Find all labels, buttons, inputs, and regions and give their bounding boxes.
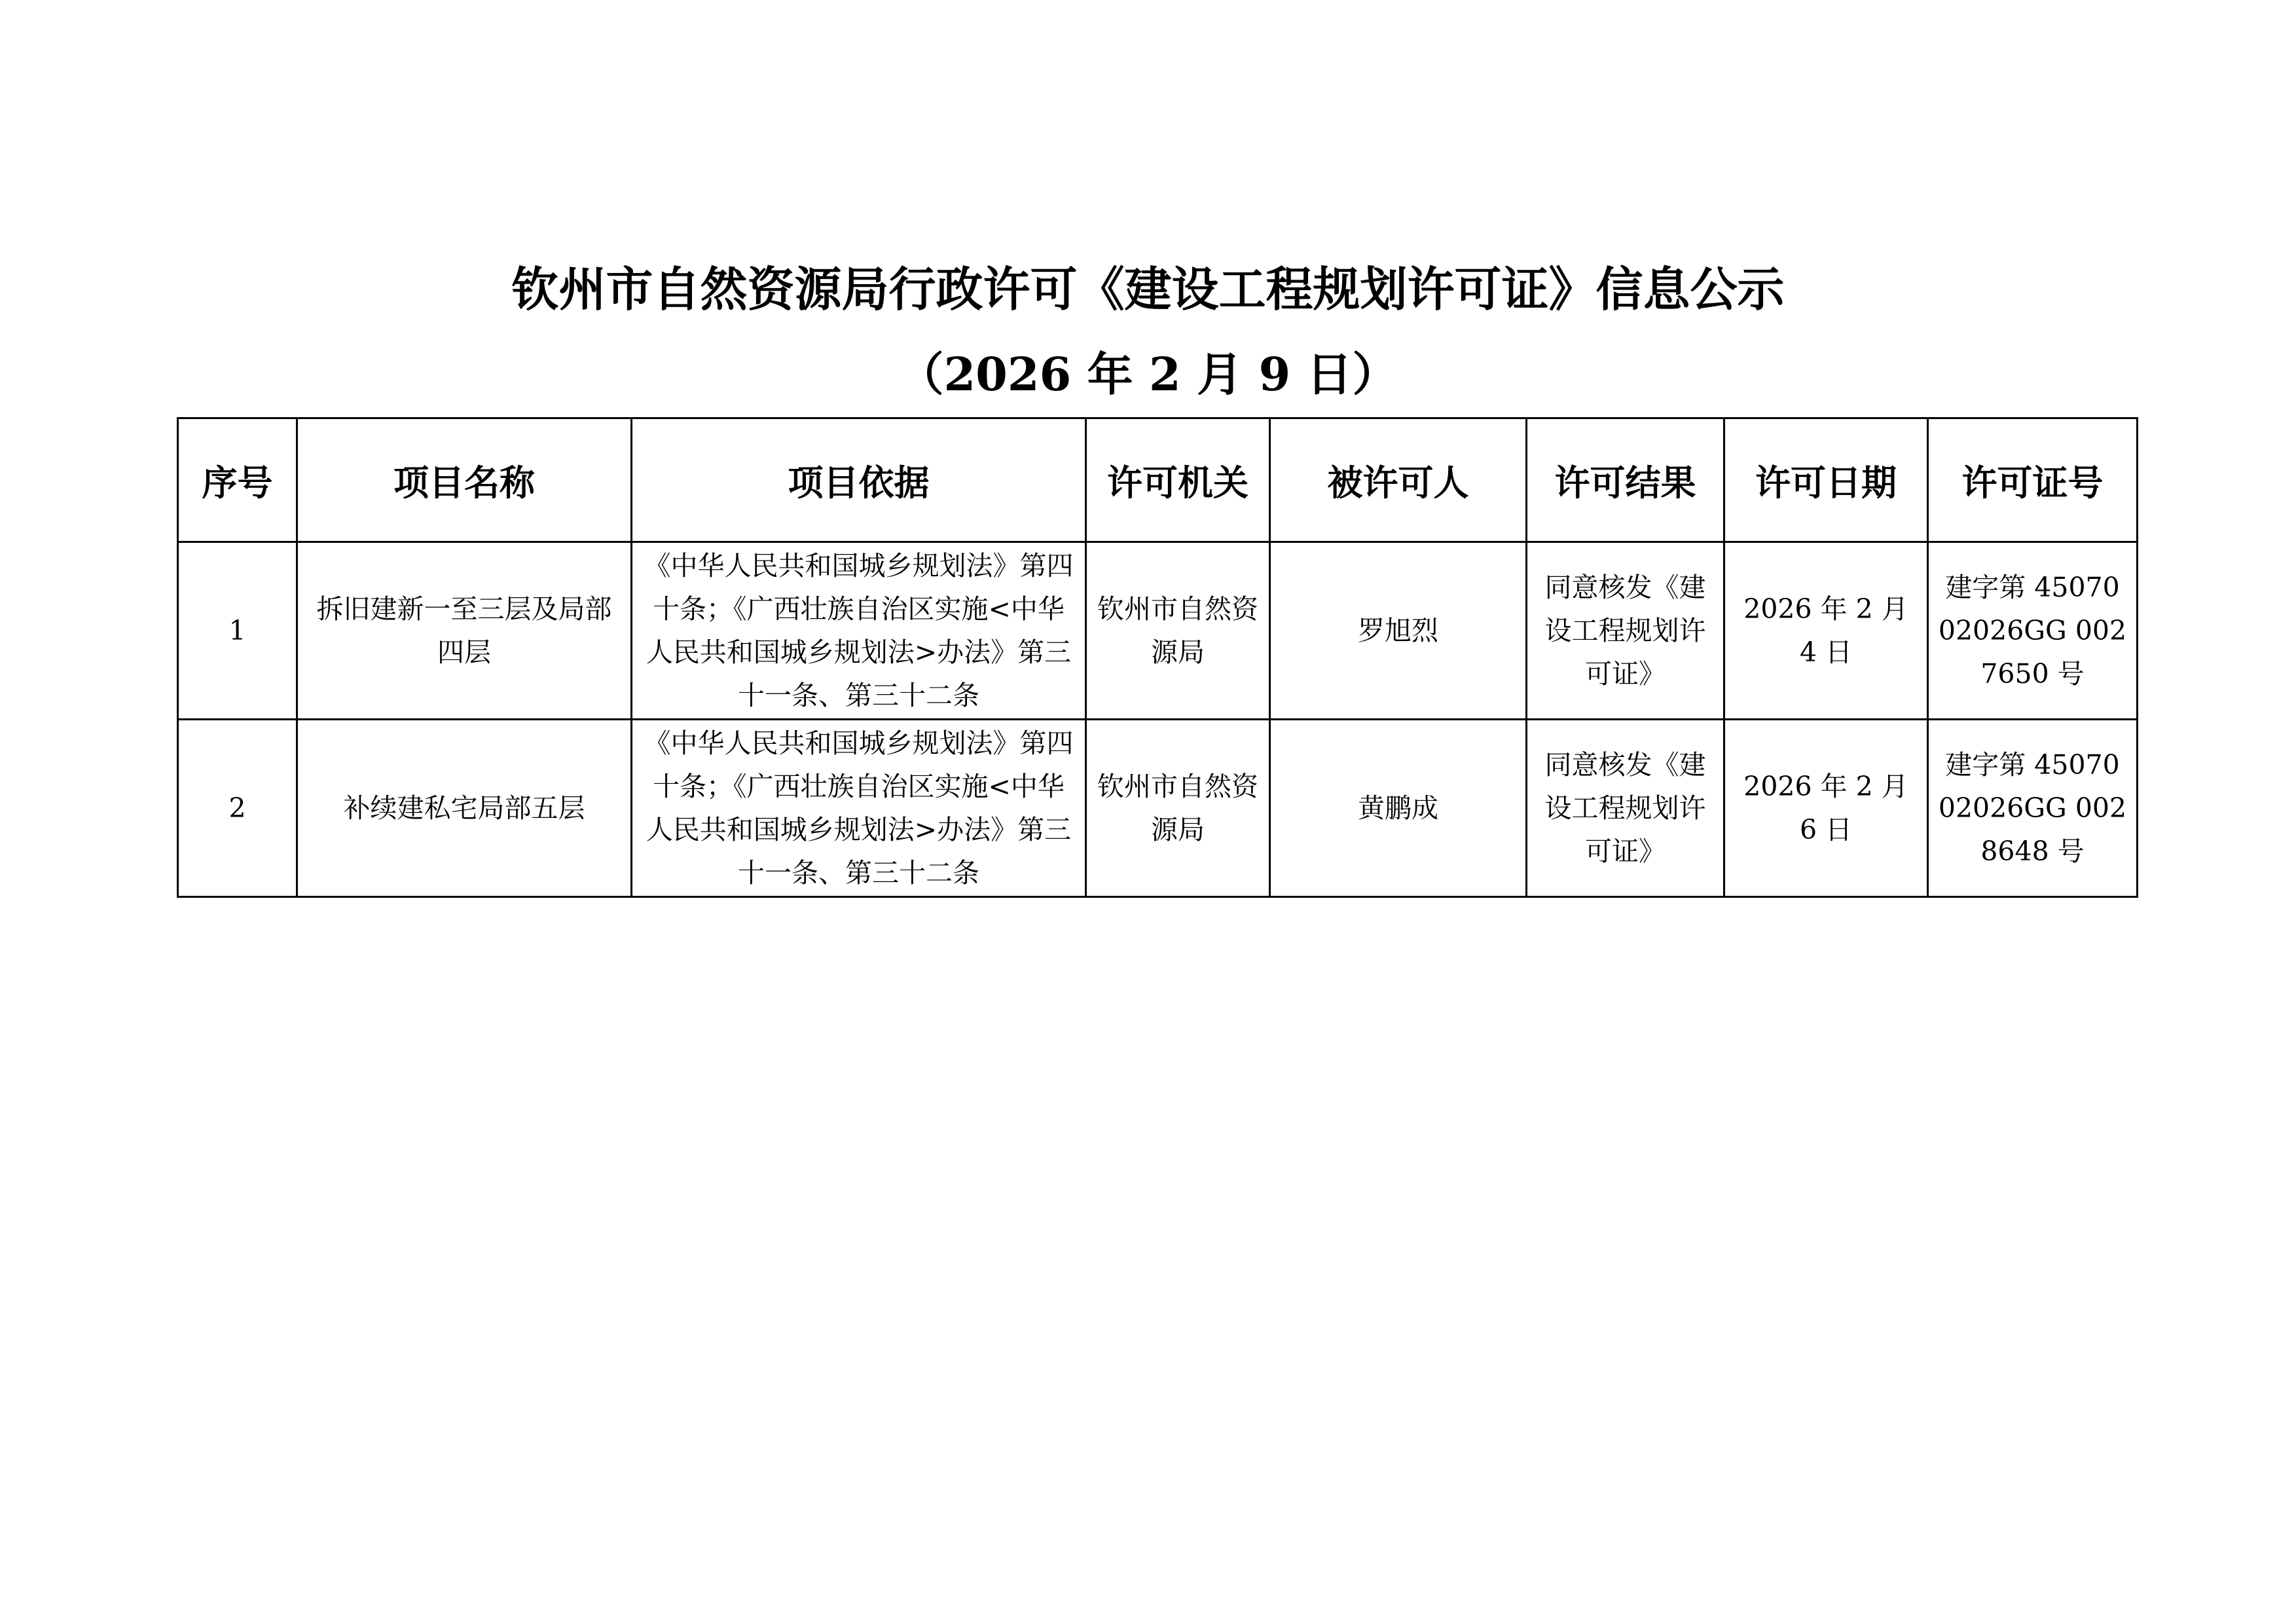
header-authority: 许可机关	[1086, 418, 1270, 542]
table-header-row	[178, 418, 2138, 542]
cell-authority: 钦州市自然资源局	[1086, 542, 1270, 720]
cell-date: 2026 年 2 月 4 日	[1724, 542, 1928, 720]
header-index: 序号	[178, 418, 297, 542]
table-row	[178, 720, 2138, 897]
cell-date: 2026 年 2 月 6 日	[1724, 720, 1928, 897]
cell-project-name: 拆旧建新一至三层及局部四层	[297, 542, 632, 720]
cell-result: 同意核发《建设工程规划许可证》	[1527, 542, 1724, 720]
document-title: 钦州市自然资源局行政许可《建设工程规划许可证》信息公示	[511, 262, 1785, 317]
header-date: 许可日期	[1724, 418, 1928, 542]
cell-licensee: 黄鹏成	[1270, 720, 1527, 897]
cell-authority: 钦州市自然资源局	[1086, 720, 1270, 897]
cell-index: 2	[178, 720, 297, 897]
cell-basis: 《中华人民共和国城乡规划法》第四十条；《广西壮族自治区实施<中华人民共和国城乡规划法>办法》第三十一条、第三十二条	[632, 542, 1086, 720]
header-licensee: 被许可人	[1270, 418, 1527, 542]
cell-license-no: 建字第 4507002026GG 0028648 号	[1928, 720, 2138, 897]
cell-licensee: 罗旭烈	[1270, 542, 1527, 720]
header-result: 许可结果	[1527, 418, 1724, 542]
header-project-name: 项目名称	[297, 418, 632, 542]
cell-basis: 《中华人民共和国城乡规划法》第四十条；《广西壮族自治区实施<中华人民共和国城乡规划法>办法》第三十一条、第三十二条	[632, 720, 1086, 897]
permit-table	[177, 417, 2138, 898]
table-row	[178, 542, 2138, 720]
header-basis: 项目依据	[632, 418, 1086, 542]
document-date: （2026 年 2 月 9 日）	[898, 347, 1398, 401]
header-license-no: 许可证号	[1928, 418, 2138, 542]
cell-project-name: 补续建私宅局部五层	[297, 720, 632, 897]
cell-index: 1	[178, 542, 297, 720]
cell-license-no: 建字第 4507002026GG 0027650 号	[1928, 542, 2138, 720]
cell-result: 同意核发《建设工程规划许可证》	[1527, 720, 1724, 897]
